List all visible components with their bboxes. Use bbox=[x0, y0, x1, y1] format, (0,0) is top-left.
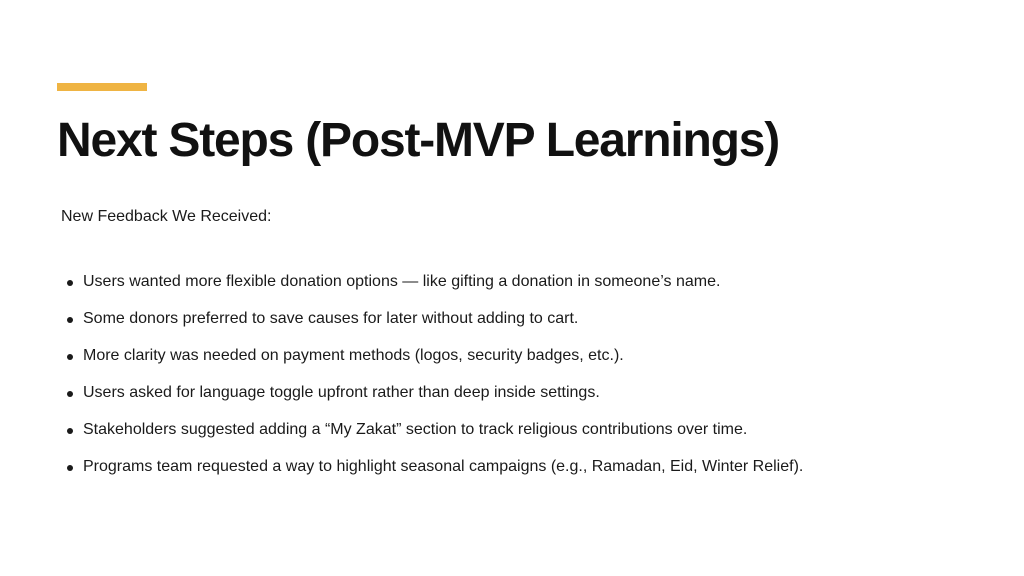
feedback-item-text: Users wanted more flexible donation options — like gifting a donation in someone’s name. bbox=[83, 273, 721, 290]
bullet-icon bbox=[67, 391, 73, 397]
feedback-item-text: Programs team requested a way to highlight seasonal campaigns (e.g., Ramadan, Eid, Winter Relief). bbox=[83, 458, 804, 475]
feedback-item-text: Users asked for language toggle upfront rather than deep inside settings. bbox=[83, 384, 600, 401]
feedback-item-text: Some donors preferred to save causes for later without adding to cart. bbox=[83, 310, 579, 327]
bullet-icon bbox=[67, 280, 73, 286]
bullet-icon bbox=[67, 317, 73, 323]
bullet-icon bbox=[67, 428, 73, 434]
bullet-icon bbox=[67, 354, 73, 360]
feedback-item-text: Stakeholders suggested adding a “My Zakat” section to track religious contributions over time. bbox=[83, 421, 748, 438]
title-accent-bar bbox=[57, 83, 147, 91]
feedback-subtitle: New Feedback We Received: bbox=[61, 208, 272, 225]
feedback-item-text: More clarity was needed on payment methods (logos, security badges, etc.). bbox=[83, 347, 624, 364]
slide-title: Next Steps (Post-MVP Learnings) bbox=[57, 114, 780, 167]
bullet-icon bbox=[67, 465, 73, 471]
